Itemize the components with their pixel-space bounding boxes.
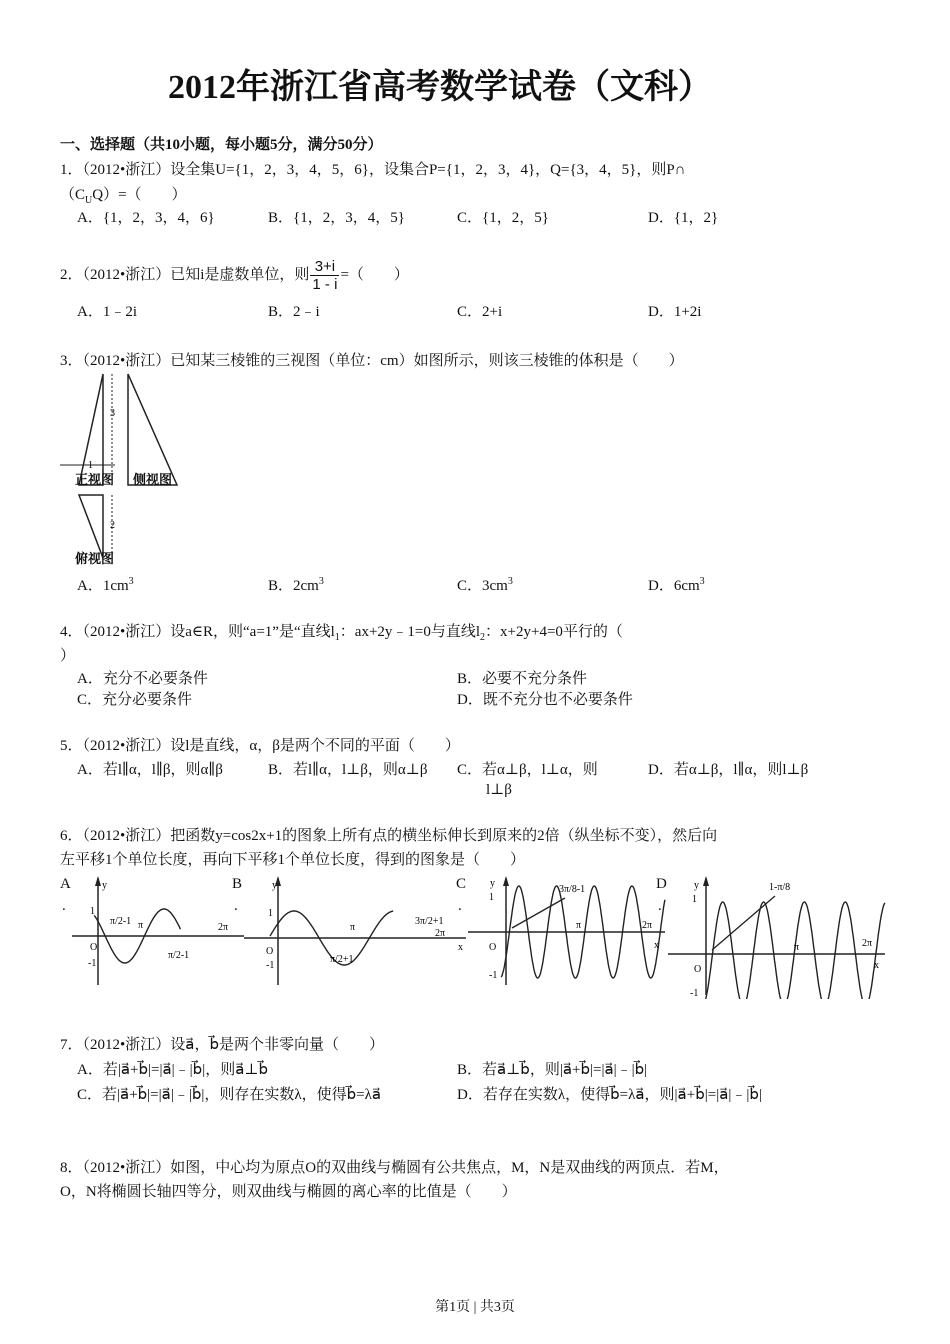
axis-label: 1 <box>90 906 95 917</box>
page-title: 2012年浙江省高考数学试卷（文科） <box>168 69 712 106</box>
axis-label: 3π/8-1 <box>559 884 586 895</box>
axis-label: 1 <box>489 892 494 903</box>
axis-label: x <box>874 960 879 971</box>
axis-label: y <box>102 880 107 891</box>
front-view-label: 正视图 <box>75 472 115 487</box>
q4-text: ：ax+2y﹣1=0与直线l <box>339 624 481 640</box>
axis-label: y <box>272 880 277 891</box>
q5-stem: 5．（2012•浙江）设l是直线，α，β是两个不同的平面（ ） <box>60 738 460 754</box>
axis-label: 2π <box>642 920 653 931</box>
q4-text: ：x+2y+4=0平行的（ <box>485 624 623 640</box>
axis-label: O <box>489 942 497 953</box>
q7-option-d: D．若存在实数λ，使得b⃗=λa⃗，则|a⃗+b⃗|=|a⃗|﹣|b⃗| <box>457 1087 762 1103</box>
q4-stem <box>60 622 623 648</box>
cosine-graph <box>68 874 248 989</box>
q1-option-c: C．{1，2，5} <box>457 210 549 226</box>
option-dot: . <box>234 898 238 914</box>
option-letter: C <box>456 876 467 892</box>
q7-option-b: B．若a⃗⊥b⃗，则|a⃗+b⃗|=|a⃗|﹣|b⃗| <box>457 1062 648 1078</box>
option-dot: . <box>658 898 662 914</box>
axis-label: π <box>138 920 144 931</box>
q2-stem <box>60 256 409 294</box>
axis-label: -1 <box>88 958 97 969</box>
axis-label: π/2+1 <box>330 954 354 965</box>
q1-option-d: D．{1，2} <box>648 210 719 226</box>
q5-option-c-cont: l⊥β <box>486 782 512 798</box>
q6-stem: 6．（2012•浙江）把函数y=cos2x+1的图象上所有点的横坐标伸长到原来的2倍（纵坐标不变），然后向 <box>60 828 718 844</box>
section-heading: 一、选择题（共10小题，每小题5分，满分50分） <box>60 137 383 153</box>
q3-option-b <box>268 572 324 596</box>
cosine-graph <box>240 874 470 989</box>
page-footer: 第1页 | 共3页 <box>435 1300 515 1315</box>
q5-option-c: C．若α⊥β，l⊥α，则 <box>457 762 598 778</box>
axis-label: O <box>90 942 98 953</box>
q7-option-a: A．若|a⃗+b⃗|=|a⃗|﹣|b⃗|，则a⃗⊥b⃗ <box>77 1062 269 1078</box>
q3-stem: 3．（2012•浙江）已知某三棱锥的三视图（单位：cm）如图所示，则该三棱锥的体积是（ ） <box>60 353 684 369</box>
q3-option-d <box>648 572 705 596</box>
axis-label: π <box>350 922 356 933</box>
q1-sub: U <box>85 195 93 206</box>
fraction-denominator: 1 - i <box>312 276 338 294</box>
q4-sub: 1 <box>334 632 340 643</box>
option-text: D．6cm <box>648 578 700 594</box>
q6-stem-cont: 左平移1个单位长度，再向下平移1个单位长度，得到的图象是（ ） <box>60 852 526 868</box>
option-sup: 3 <box>699 576 705 587</box>
option-letter: A <box>60 876 71 892</box>
side-view-triangle <box>128 374 177 485</box>
axis-label: 1-π/8 <box>769 882 791 893</box>
option-dot: . <box>458 898 462 914</box>
q7-stem: 7．（2012•浙江）设a⃗，b⃗是两个非零向量（ ） <box>60 1037 384 1053</box>
option-letter: B <box>232 876 243 892</box>
q4-stem-cont: ） <box>60 648 76 664</box>
q1-stem: 1．（2012•浙江）设全集U={1，2，3，4，5，6}，设集合P={1，2，3，4}，Q={3，4，5}，则P∩ <box>60 162 686 178</box>
dim-height-label: 3 <box>110 408 115 419</box>
axis-label: π <box>576 920 582 931</box>
cosine-graph <box>464 874 669 989</box>
q1-option-b: B．{1，2，3，4，5} <box>268 210 405 226</box>
pointer-arrow <box>512 898 565 928</box>
option-sup: 3 <box>507 576 513 587</box>
q8-stem: 8．（2012•浙江）如图，中心均为原点O的双曲线与椭圆有公共焦点，M，N是双曲线的两顶点．若M， <box>60 1160 729 1176</box>
q2-option-b: B．2﹣i <box>268 304 320 320</box>
q5-option-a: A．若l∥α，l∥β，则α∥β <box>77 762 223 778</box>
axis-label: O <box>694 964 702 975</box>
axis-label: 2π <box>435 928 446 939</box>
q7-option-c: C．若|a⃗+b⃗|=|a⃗|﹣|b⃗|，则存在实数λ，使得b⃗=λa⃗ <box>77 1087 382 1103</box>
option-text: A．1cm <box>77 578 129 594</box>
axis-label: y <box>490 878 495 889</box>
option-text: C．3cm <box>457 578 508 594</box>
option-letter: D <box>656 876 667 892</box>
q1-text: （C <box>60 187 86 203</box>
top-view-label: 俯视图 <box>75 551 115 566</box>
cosine-graph <box>664 874 889 999</box>
axis-label: π/2-1 <box>168 950 190 961</box>
q4-sub: 2 <box>480 632 486 643</box>
q2-option-a: A．1﹣2i <box>77 304 138 320</box>
option-sup: 3 <box>128 576 134 587</box>
dim-depth-label: 2 <box>110 520 115 531</box>
q2-option-c: C．2+i <box>457 304 503 320</box>
axis-label: y <box>694 880 699 891</box>
axis-label: -1 <box>489 970 498 981</box>
option-dot: . <box>62 898 66 914</box>
fraction-numerator: 3+i <box>310 258 339 276</box>
q4-option-c: C．充分必要条件 <box>77 692 193 708</box>
axis-label: -1 <box>690 988 699 999</box>
q1-text: Q）=（ ） <box>92 187 187 203</box>
q5-option-d: D．若α⊥β，l∥α，则l⊥β <box>648 762 809 778</box>
option-sup: 3 <box>318 576 324 587</box>
q2-text: 2．（2012•浙江）已知i是虚数单位，则 <box>60 267 310 283</box>
axis-label: π <box>794 942 800 953</box>
q8-stem-cont: O，N将椭圆长轴四等分，则双曲线与椭圆的离心率的比值是（ ） <box>60 1184 517 1200</box>
dim-width-label: 1 <box>88 460 93 471</box>
q4-option-a: A．充分不必要条件 <box>77 671 208 687</box>
q3-option-c <box>457 572 513 596</box>
axis-label: 2π <box>218 922 229 933</box>
q3-option-a <box>77 572 134 596</box>
q1-option-a: A．{1，2，3，4，6} <box>77 210 215 226</box>
axis-label: O <box>266 946 274 957</box>
axis-label: 3π/2+1 <box>415 916 444 927</box>
y-axis-arrow-icon <box>503 876 509 886</box>
axis-label: x <box>654 940 659 951</box>
axis-label: π/2-1 <box>110 916 132 927</box>
q2-option-d: D．1+2i <box>648 304 702 320</box>
side-view-label: 侧视图 <box>133 472 173 487</box>
option-text: B．2cm <box>268 578 319 594</box>
axis-label: 1 <box>268 908 273 919</box>
axis-label: x <box>458 942 463 953</box>
q2-fraction <box>310 258 339 293</box>
q4-text: 4．（2012•浙江）设a∈R，则“a=1”是“直线l <box>60 624 335 640</box>
axis-label: -1 <box>266 960 275 971</box>
y-axis-arrow-icon <box>95 876 101 886</box>
q2-text: =（ ） <box>340 267 409 283</box>
axis-label: 2π <box>862 938 873 949</box>
q5-option-b: B．若l∥α，l⊥β，则α⊥β <box>268 762 428 778</box>
y-axis-arrow-icon <box>703 876 709 886</box>
axis-label: 1 <box>692 894 697 905</box>
q4-option-d: D．既不充分也不必要条件 <box>457 692 633 708</box>
q4-option-b: B．必要不充分条件 <box>457 671 588 687</box>
